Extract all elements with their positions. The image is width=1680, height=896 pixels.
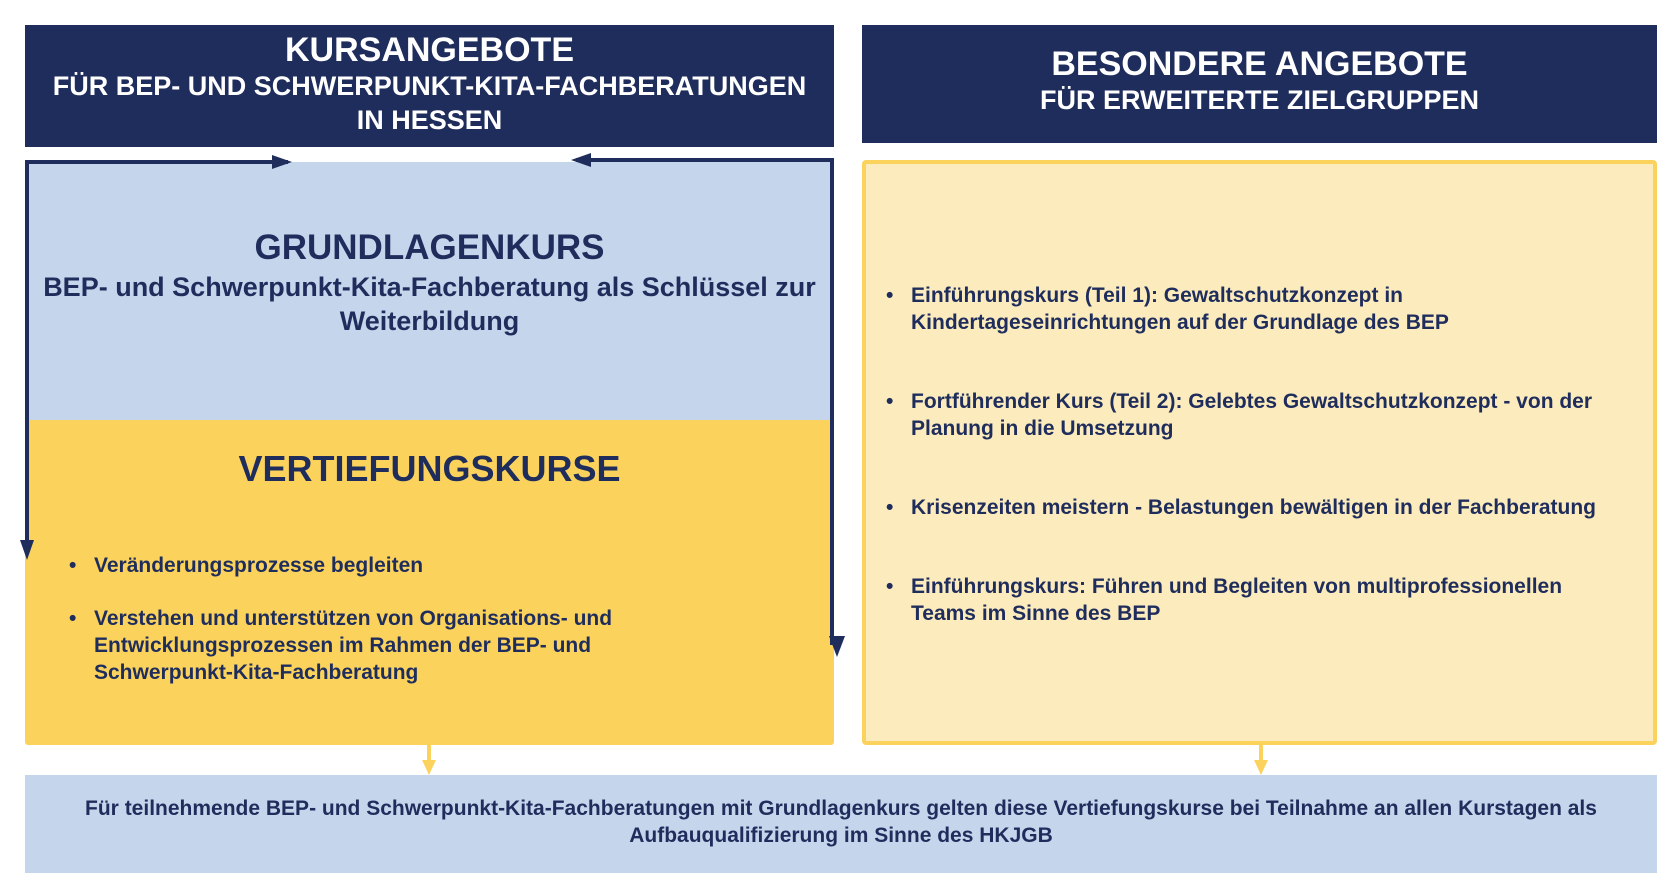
header-besondere-angebote-title: BESONDERE ANGEBOTE [1051,45,1468,83]
footer-line1: Für teilnehmende BEP- und Schwerpunkt-Kita-Fachberatungen mit Grundlagenkurs gelten diese Vertiefungskurse bei Teilnahme an allen Kurstagen als [85,797,1597,820]
footer-line2: Aufbauqualifizierung im Sinne des HKJGB [629,824,1053,847]
right-loop-line [576,160,832,645]
header-kursangebote-line1: FÜR BEP- UND SCHWERPUNKT-KITA-FACHBERATUNGEN [52,71,807,101]
left-loop-arrowhead-down [20,540,34,560]
down-arrow-left-head [422,760,436,775]
list-item: • Einführungskurs: Führen und Begleiten von multiprofessionellen Teams im Sinne des BEP [886,573,1631,627]
list-item: • Verstehen und unterstützen von Organisations- und Entwicklungsprozessen im Rahmen der BEP- und Schwerpunkt-Kita-Fachberatung [69,605,729,686]
grundlagenkurs-subtitle: BEP- und Schwerpunkt-Kita-Fachberatung als Schlüssel zur Weiterbildung [43,272,816,336]
list-item: • Veränderungsprozesse begleiten [69,552,729,579]
list-item: • Einführungskurs (Teil 1): Gewaltschutzkonzept in Kindertageseinrichtungen auf der Grundlage des BEP [886,282,1631,336]
header-kursangebote-line2: IN HESSEN [356,105,503,135]
down-arrow-right-head [1254,760,1268,775]
right-loop-arrowhead-left [571,153,591,167]
right-loop-arrowhead-down [829,636,845,657]
left-loop-arrowhead-right [272,155,292,169]
header-kursangebote-title: KURSANGEBOTE [284,31,575,69]
header-besondere-angebote-subtitle: FÜR ERWEITERTE ZIELGRUPPEN [1039,85,1480,115]
vertiefungskurse-title: VERTIEFUNGSKURSE [238,448,621,489]
grundlagenkurs-title: GRUNDLAGENKURS [254,228,605,267]
list-item: • Fortführender Kurs (Teil 2): Gelebtes Gewaltschutzkonzept - von der Planung in die Umsetzung [886,388,1631,442]
left-loop-line [27,162,288,548]
list-item: • Krisenzeiten meistern - Belastungen bewältigen in der Fachberatung [886,494,1631,521]
